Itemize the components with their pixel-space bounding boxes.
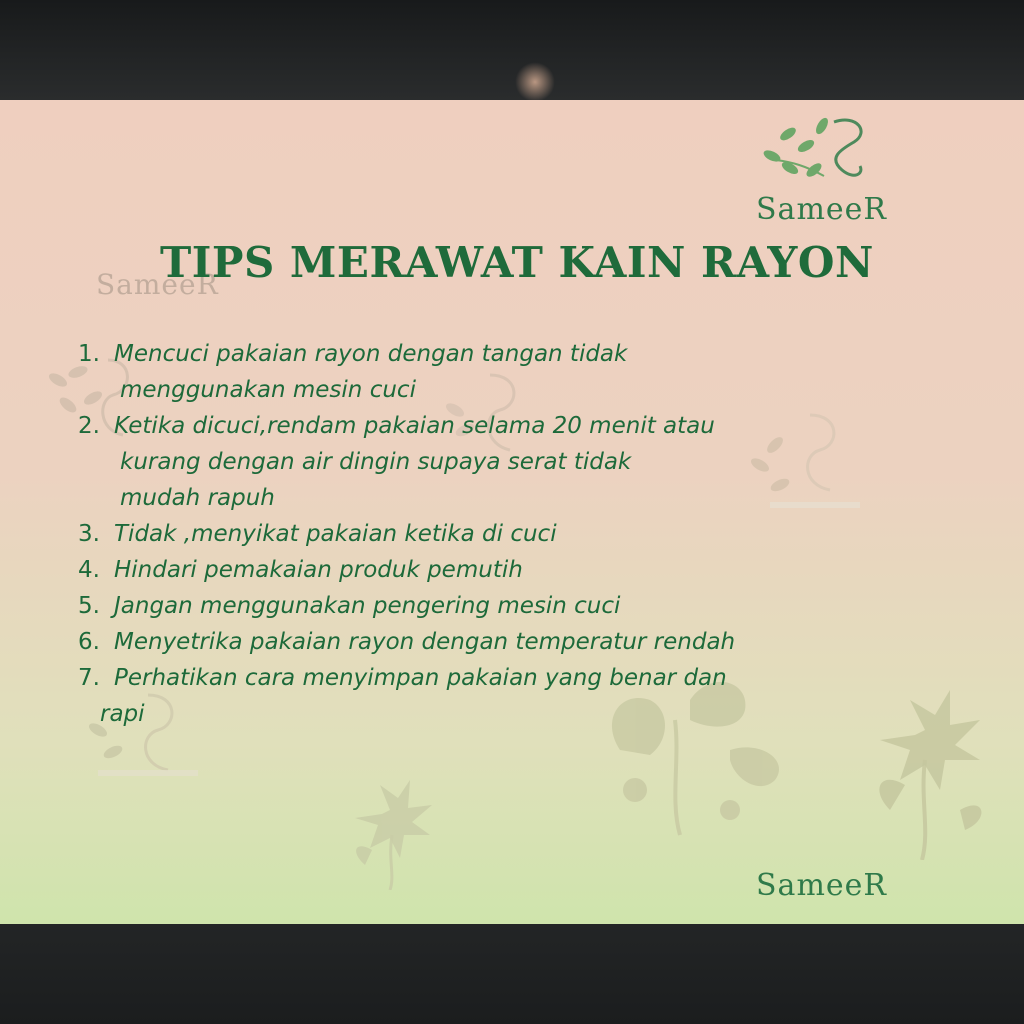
page-title: TIPS MERAWAT KAIN RAYON bbox=[160, 238, 874, 287]
background-glow bbox=[515, 62, 555, 102]
brand-logo-bottom: SameeR bbox=[756, 868, 887, 903]
list-item-number: 6. bbox=[78, 629, 100, 655]
list-item-text: Tidak ,menyikat pakaian ketika di cuci bbox=[114, 521, 557, 547]
list-item-number: 5. bbox=[78, 593, 100, 619]
tips-list bbox=[78, 336, 908, 732]
list-item bbox=[78, 624, 908, 660]
list-item-text: Hindari pemakaian produk pemutih bbox=[114, 557, 523, 583]
list-item-text: Ketika dicuci,rendam pakaian selama 20 menit atau bbox=[114, 413, 715, 439]
list-item-number: 3. bbox=[78, 521, 100, 547]
tips-card bbox=[0, 100, 1024, 924]
list-item bbox=[78, 336, 908, 408]
list-item-number: 1. bbox=[78, 341, 100, 367]
flower-watermark-icon bbox=[340, 780, 440, 890]
brand-logo-top: SameeR bbox=[756, 192, 887, 227]
list-item-text: rapi bbox=[100, 701, 145, 727]
list-item-text: menggunakan mesin cuci bbox=[120, 377, 416, 403]
list-item bbox=[78, 516, 908, 552]
list-item-text: Menyetrika pakaian rayon dengan temperatur rendah bbox=[114, 629, 736, 655]
list-item-number: 2. bbox=[78, 413, 100, 439]
list-item bbox=[78, 552, 908, 588]
list-item-text: mudah rapuh bbox=[120, 485, 275, 511]
list-item-text: Mencuci pakaian rayon dengan tangan tidak bbox=[114, 341, 628, 367]
leaf-logo-icon bbox=[762, 112, 872, 198]
list-item-number: 7. bbox=[78, 665, 100, 691]
list-item bbox=[78, 408, 908, 516]
list-item-number: 4. bbox=[78, 557, 100, 583]
list-item-text: kurang dengan air dingin supaya serat tidak bbox=[120, 449, 632, 475]
list-item-text: Jangan menggunakan pengering mesin cuci bbox=[114, 593, 621, 619]
list-item bbox=[78, 588, 908, 624]
bottom-dark-band bbox=[0, 924, 1024, 1024]
list-item bbox=[78, 660, 908, 732]
top-dark-band bbox=[0, 0, 1024, 100]
brand-watermark: SameeR bbox=[96, 268, 219, 301]
list-item-text: Perhatikan cara menyimpan pakaian yang benar dan bbox=[114, 665, 727, 691]
